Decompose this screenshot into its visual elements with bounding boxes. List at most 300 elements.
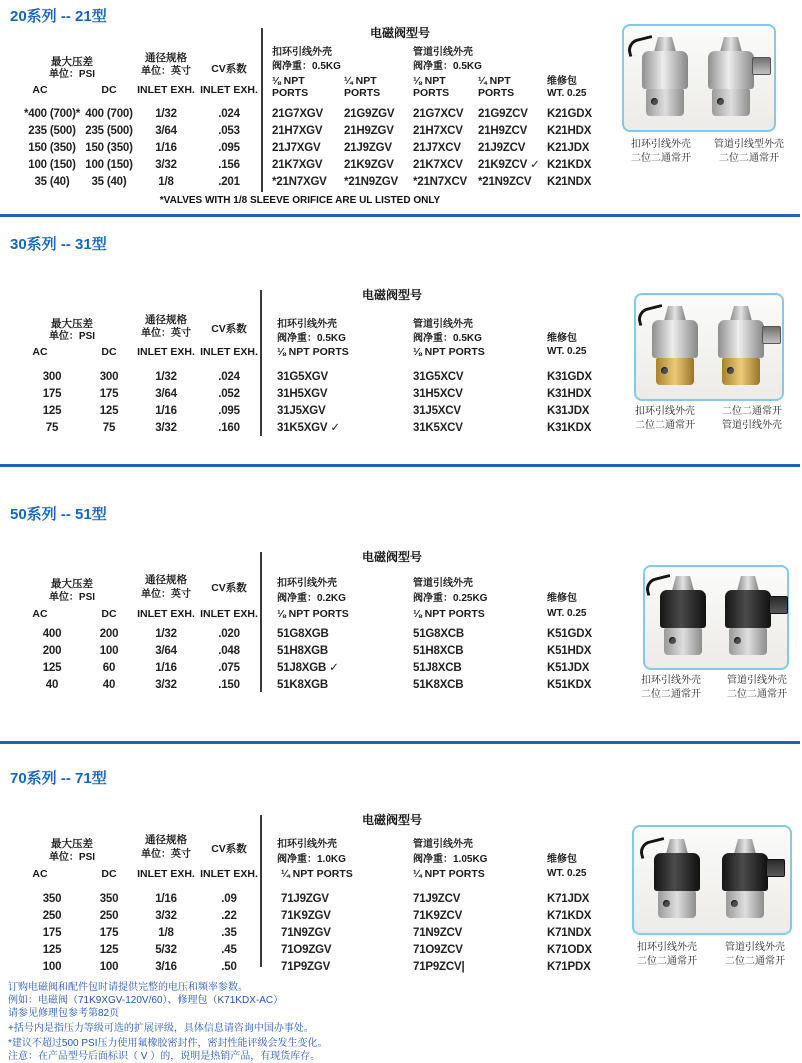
spec-cell: 100 (150) (28, 159, 76, 171)
model-cell: 31K5XGV ✓ (277, 422, 340, 434)
spec-cell: 3/16 (155, 961, 177, 973)
model-column-conduit-18 (413, 106, 477, 191)
table-divider-line (260, 815, 262, 967)
spec-cell: .45 (221, 944, 237, 956)
port-hole (651, 98, 658, 105)
port-hole (734, 637, 741, 644)
valve-nut (720, 37, 742, 52)
cv-column (203, 106, 255, 191)
spec-cell: 1/16 (155, 893, 177, 905)
valve-image-conduit-lead (714, 306, 768, 388)
spec-cell: 75 (45, 422, 59, 434)
model-cell: 71N9ZCV (413, 927, 463, 939)
spec-cell: 1/16 (155, 142, 177, 154)
header-pressure: 最大压差 (51, 578, 93, 590)
model-cell: 71K9ZCV (413, 910, 463, 922)
model-cell: 31H5XGV (277, 388, 328, 400)
header-size: 通径规格 (145, 574, 187, 586)
repair-kit-column (547, 369, 617, 437)
header-pressure: 最大压差 (51, 56, 93, 68)
model-cell: *21N9ZCV (478, 176, 532, 188)
photo-caption-left (628, 674, 714, 702)
spec-cell: 3/64 (155, 125, 177, 137)
model-cell: 71J9ZCV (413, 893, 461, 905)
section-divider-bar (0, 214, 800, 217)
valve-nut (734, 839, 756, 854)
model-cell: 31J5XGV (277, 405, 326, 417)
header-cv-sub: INLET EXH. (200, 868, 258, 880)
caption-line: 二位二通常开 (727, 689, 787, 700)
model-cell: 21G7XGV (272, 108, 324, 120)
model-cell: 51K8XCB (413, 679, 464, 691)
spec-cell: 125 (99, 405, 119, 417)
section-divider-bar (0, 464, 800, 467)
model-cell: *21N7XGV (272, 176, 327, 188)
spec-cell: 125 (42, 405, 62, 417)
valve-body (660, 590, 706, 628)
header-dc: DC (101, 84, 117, 96)
caption-line: 扣环引线外壳 (637, 942, 697, 953)
repair-kit-column (547, 891, 617, 976)
header-port-col: ⅛ NPT PORTS (413, 608, 485, 620)
dc-column (74, 369, 144, 437)
valve-body (652, 320, 698, 358)
spec-cell: 200 (99, 628, 119, 640)
footer-line: 请参见修理包参考第82页 (8, 1008, 120, 1019)
valve-nut (737, 576, 759, 591)
model-cell: 71O9ZGV (281, 944, 332, 956)
valve-image-conduit-lead (718, 839, 772, 921)
header-pressure: 最大压差 (51, 838, 93, 850)
valve-photo-70 (632, 825, 792, 935)
valve-image-snap-lead (650, 839, 704, 921)
spec-cell: 400 (42, 628, 62, 640)
caption-line: 管道引线外壳 (725, 942, 785, 953)
spec-cell: 250 (99, 910, 119, 922)
photo-caption-right (708, 941, 802, 969)
model-cell: 71J9ZGV (281, 893, 329, 905)
kit-cell: K71KDX (547, 910, 592, 922)
caption-line: 二位二通常开 (631, 153, 691, 164)
header-pressure-unit: 单位：PSI (48, 331, 96, 342)
spec-cell: .156 (218, 159, 240, 171)
header-conduit-weight: 阀净重：0.5KG (413, 333, 482, 344)
spec-cell: 1/16 (155, 405, 177, 417)
spec-cell: 5/32 (155, 944, 177, 956)
model-cell: 21K7XCV (413, 159, 463, 171)
spec-cell: 75 (102, 422, 116, 434)
valve-body (654, 853, 700, 891)
kit-cell: K21JDX (547, 142, 590, 154)
header-cv: CV系数 (211, 323, 247, 335)
spec-cell: 1/32 (155, 108, 177, 120)
spec-cell: .160 (218, 422, 240, 434)
kit-cell: K51KDX (547, 679, 592, 691)
spec-cell: .150 (218, 679, 240, 691)
cv-column (203, 891, 255, 976)
spec-cell: 300 (99, 371, 119, 383)
valve-nut (664, 306, 686, 321)
header-cv: CV系数 (211, 582, 247, 594)
spec-cell: 350 (42, 893, 62, 905)
spec-cell: .35 (221, 927, 237, 939)
kit-cell: K31KDX (547, 422, 592, 434)
kit-cell: K51HDX (547, 645, 592, 657)
header-size: 通径规格 (145, 834, 187, 846)
header-port-col: ¼ NPT PORTS (413, 868, 485, 880)
port-hole (663, 900, 670, 907)
header-size-unit: 单位：英寸 (141, 849, 191, 860)
model-cell: 71K9ZGV (281, 910, 331, 922)
spec-cell: .024 (218, 371, 240, 383)
model-cell: 21G9ZGV (344, 108, 395, 120)
valve-body (718, 320, 764, 358)
model-cell: *21N7XCV (413, 176, 468, 188)
section-title: 50系列 -- 51型 (10, 506, 107, 523)
header-conduit-weight: 阀净重：1.05KG (413, 854, 488, 865)
valve-body (725, 590, 771, 628)
conduit-connector (769, 596, 788, 614)
header-port-col: PORTS (272, 87, 309, 99)
valve-body (722, 853, 768, 891)
header-conduit-housing: 管道引线外壳 (413, 319, 473, 330)
spec-cell: .020 (218, 628, 240, 640)
spec-cell: .048 (218, 645, 240, 657)
header-ac: AC (32, 84, 48, 96)
model-cell: 21J7XCV (413, 142, 461, 154)
model-cell: 21K9ZGV (344, 159, 394, 171)
footer-line: 注意：在产品型号后面标识（ V ）的，说明是热销产品，有现货库存。 (8, 1051, 321, 1062)
model-cell: 21K9ZCV ✓ (478, 159, 540, 171)
spec-cell: 150 (350) (28, 142, 76, 154)
kit-cell: K21NDX (547, 176, 592, 188)
spec-cell: 100 (99, 961, 119, 973)
spec-cell: 35 (40) (34, 176, 70, 188)
header-port-col: ¼ NPT PORTS (281, 868, 353, 880)
valve-image-snap-lead (638, 37, 692, 119)
caption-line: 二位二通常开 (641, 689, 701, 700)
model-cell: 21K7XGV (272, 159, 323, 171)
spec-cell: .053 (218, 125, 240, 137)
conduit-connector (762, 326, 781, 344)
valve-body (642, 51, 688, 89)
header-dc: DC (101, 608, 117, 620)
header-conduit-weight: 阀净重：0.25KG (413, 593, 488, 604)
model-column-conduit (413, 369, 533, 437)
spec-cell: 1/32 (155, 371, 177, 383)
header-dc: DC (101, 868, 117, 880)
header-repair-kit: 维修包 (547, 333, 577, 344)
model-cell: 31J5XCV (413, 405, 461, 417)
spec-cell: 175 (99, 927, 119, 939)
kit-cell: K71ODX (547, 944, 592, 956)
dc-column (74, 106, 144, 191)
table-title: 电磁阀型号 (361, 288, 422, 302)
table-divider-line (260, 290, 262, 436)
model-column-conduit-14 (478, 106, 554, 191)
header-conduit-housing: 管道引线外壳 (413, 47, 473, 58)
spec-cell: *400 (700)* (24, 108, 80, 120)
kit-cell: K71NDX (547, 927, 592, 939)
footer-line: *建议不超过500 PSI压力使用氟橡胶密封件，密封性能评级会发生变化。 (8, 1038, 328, 1049)
port-hole (669, 637, 676, 644)
model-cell: 51K8XGB (277, 679, 329, 691)
size-column (138, 106, 194, 191)
valve-nut (672, 576, 694, 591)
header-port-col: ⅛ NPT PORTS (413, 346, 485, 358)
size-column (138, 891, 194, 976)
header-ac: AC (32, 608, 48, 620)
header-size-unit: 单位：英寸 (141, 66, 191, 77)
photo-caption-right (702, 138, 796, 166)
model-cell: 21J7XGV (272, 142, 321, 154)
series-20-section (0, 0, 800, 214)
model-cell: 31H5XCV (413, 388, 463, 400)
model-cell: 31G5XCV (413, 371, 464, 383)
table-divider-line (261, 28, 263, 192)
header-conduit-housing: 管道引线外壳 (413, 839, 473, 850)
header-conduit-housing: 管道引线外壳 (413, 578, 473, 589)
header-port-col: ⅛ NPT (272, 75, 305, 87)
model-cell: 51G8XCB (413, 628, 465, 640)
cv-column (203, 369, 255, 437)
spec-cell: 35 (40) (91, 176, 127, 188)
kit-cell: K31GDX (547, 371, 592, 383)
series-50-section (0, 472, 800, 741)
header-repair-kit: 维修包 (547, 76, 577, 87)
header-ac: AC (32, 346, 48, 358)
valve-nut (730, 306, 752, 321)
caption-line: 二位二通常开 (719, 153, 779, 164)
spec-cell: .095 (218, 142, 240, 154)
spec-cell: 100 (42, 961, 62, 973)
valve-photo-20 (622, 24, 776, 132)
ul-listed-footnote: *VALVES WITH 1/8 SLEEVE ORIFICE ARE UL LISTED ONLY (159, 195, 441, 206)
header-pressure-unit: 单位：PSI (48, 852, 96, 863)
header-port-col: PORTS (413, 87, 450, 99)
header-size-sub: INLET EXH. (137, 84, 195, 96)
port-hole (727, 367, 734, 374)
spec-cell: 175 (99, 388, 119, 400)
photo-caption-right (712, 674, 802, 702)
header-cv: CV系数 (211, 843, 247, 855)
header-snap-weight: 阀净重：0.5KG (277, 333, 346, 344)
header-size-sub: INLET EXH. (137, 868, 195, 880)
model-cell: 21H9ZGV (344, 125, 394, 137)
kit-cell: K31JDX (547, 405, 590, 417)
header-port-col: ⅛ NPT PORTS (277, 608, 349, 620)
header-port-col: PORTS (478, 87, 515, 99)
section-title: 20系列 -- 21型 (10, 8, 107, 25)
model-column-snap-18 (272, 106, 344, 191)
valve-body (708, 51, 754, 89)
size-column (138, 626, 194, 694)
spec-cell: 40 (102, 679, 116, 691)
model-cell: 31G5XGV (277, 371, 329, 383)
repair-kit-column (547, 106, 607, 191)
valve-nut (666, 839, 688, 854)
model-cell: 51H8XCB (413, 645, 464, 657)
spec-cell: .22 (221, 910, 237, 922)
conduit-connector (752, 57, 771, 75)
header-kit-weight: WT. 0.25 (547, 608, 587, 619)
header-pressure-unit: 单位：PSI (48, 592, 96, 603)
spec-cell: 235 (500) (85, 125, 133, 137)
header-pressure-unit: 单位：PSI (48, 69, 96, 80)
model-cell: 21H9ZCV (478, 125, 528, 137)
model-cell: 71P9ZCV| (413, 961, 465, 973)
spec-cell: .095 (218, 405, 240, 417)
model-cell: 21G9ZCV (478, 108, 528, 120)
kit-cell: K21KDX (547, 159, 592, 171)
spec-cell: 235 (500) (28, 125, 76, 137)
spec-cell: 200 (42, 645, 62, 657)
valve-photo-30 (634, 293, 784, 401)
header-repair-kit: 维修包 (547, 854, 577, 865)
header-snap-weight: 阀净重：1.0KG (277, 854, 346, 865)
valve-image-conduit-lead (704, 37, 758, 119)
dc-column (74, 891, 144, 976)
caption-line: 二位二通常开 (725, 956, 785, 967)
kit-cell: K71JDX (547, 893, 590, 905)
model-cell: 71P9ZGV (281, 961, 331, 973)
model-cell: 21H7XGV (272, 125, 323, 137)
caption-line: 扣环引线外壳 (635, 406, 695, 417)
caption-line: 扣环引线外壳 (631, 139, 691, 150)
kit-cell: K51JDX (547, 662, 590, 674)
model-cell: *21N9ZGV (344, 176, 399, 188)
photo-caption-left (618, 138, 704, 166)
model-cell: 21H7XCV (413, 125, 463, 137)
size-column (138, 369, 194, 437)
valve-image-snap-lead (656, 576, 710, 658)
header-size-sub: INLET EXH. (137, 346, 195, 358)
footer-line: 订购电磁阀和配件包时请提供完整的电压和频率参数。 (8, 982, 248, 993)
header-kit-weight: WT. 0.25 (547, 88, 587, 99)
model-column-snap (281, 891, 401, 976)
section-title: 30系列 -- 31型 (10, 236, 107, 253)
spec-cell: 3/64 (155, 388, 177, 400)
spec-cell: 3/64 (155, 645, 177, 657)
header-size: 通径规格 (145, 52, 187, 64)
photo-caption-right (706, 405, 798, 433)
header-snap-weight: 阀净重：0.5KG (272, 61, 341, 72)
series-30-section (0, 224, 800, 464)
model-cell: 31K5XCV (413, 422, 463, 434)
spec-cell: 1/8 (158, 176, 174, 188)
model-cell: 71N9ZGV (281, 927, 331, 939)
caption-line: 二位二通常开 (722, 406, 782, 417)
table-title: 电磁阀型号 (361, 550, 422, 564)
spec-cell: 3/32 (155, 910, 177, 922)
spec-cell: 175 (42, 927, 62, 939)
spec-cell: 3/32 (155, 679, 177, 691)
spec-cell: .09 (221, 893, 237, 905)
spec-cell: 3/32 (155, 422, 177, 434)
spec-cell: 1/8 (158, 927, 174, 939)
model-column-snap (277, 369, 397, 437)
spec-cell: 250 (42, 910, 62, 922)
dc-column (74, 626, 144, 694)
header-size-unit: 单位：英寸 (141, 328, 191, 339)
repair-kit-column (547, 626, 617, 694)
kit-cell: K21HDX (547, 125, 592, 137)
port-hole (717, 98, 724, 105)
photo-caption-left (622, 405, 708, 433)
spec-cell: 1/32 (155, 628, 177, 640)
header-size-unit: 单位：英寸 (141, 589, 191, 600)
header-snap-housing: 扣环引线外壳 (277, 839, 337, 850)
section-title: 70系列 -- 71型 (10, 770, 107, 787)
spec-cell: 125 (42, 662, 62, 674)
kit-cell: K51GDX (547, 628, 592, 640)
kit-cell: K31HDX (547, 388, 592, 400)
header-kit-weight: WT. 0.25 (547, 868, 587, 879)
model-column-conduit (413, 891, 533, 976)
spec-cell: 100 (99, 645, 119, 657)
model-cell: 51J8XCB (413, 662, 462, 674)
spec-cell: 125 (42, 944, 62, 956)
header-cv-sub: INLET EXH. (200, 84, 258, 96)
spec-cell: 400 (700) (85, 108, 133, 120)
table-title: 电磁阀型号 (361, 813, 422, 827)
header-cv: CV系数 (211, 63, 247, 75)
header-cv-sub: INLET EXH. (200, 608, 258, 620)
model-cell: 21J9ZGV (344, 142, 392, 154)
spec-cell: .052 (218, 388, 240, 400)
header-port-col: ¼ NPT (478, 75, 511, 87)
kit-cell: K71PDX (547, 961, 591, 973)
spec-cell: 40 (45, 679, 59, 691)
model-cell: 51H8XGB (277, 645, 329, 657)
port-hole (731, 900, 738, 907)
caption-line: 管道引线型外壳 (714, 139, 784, 150)
header-size: 通径规格 (145, 314, 187, 326)
spec-cell: 175 (42, 388, 62, 400)
valve-nut (654, 37, 676, 52)
header-snap-housing: 扣环引线外壳 (277, 578, 337, 589)
table-divider-line (260, 552, 262, 692)
header-snap-weight: 阀净重：0.2KG (277, 593, 346, 604)
spec-cell: 350 (99, 893, 119, 905)
header-snap-housing: 扣环引线外壳 (272, 47, 332, 58)
header-port-col: ⅛ NPT (413, 75, 446, 87)
spec-cell: .075 (218, 662, 240, 674)
model-cell: 21J9ZCV (478, 142, 526, 154)
header-snap-housing: 扣环引线外壳 (277, 319, 337, 330)
spec-cell: 150 (350) (85, 142, 133, 154)
model-column-snap (277, 626, 397, 694)
photo-caption-left (624, 941, 710, 969)
port-hole (661, 367, 668, 374)
valve-image-snap-lead (648, 306, 702, 388)
caption-line: 扣环引线外壳 (641, 675, 701, 686)
valve-photo-50 (643, 565, 789, 670)
spec-cell: 100 (150) (85, 159, 133, 171)
caption-line: 管道引线外壳 (727, 675, 787, 686)
header-dc: DC (101, 346, 117, 358)
model-cell: 51G8XGB (277, 628, 329, 640)
footer-line: +括号内是指压力等级可选的扩展评级，具体信息请咨询中国办事处。 (8, 1023, 314, 1034)
spec-cell: .50 (221, 961, 237, 973)
cv-column (203, 626, 255, 694)
series-70-section (0, 751, 800, 981)
spec-cell: 60 (102, 662, 116, 674)
model-cell: 71O9ZCV (413, 944, 463, 956)
caption-line: 管道引线外壳 (722, 420, 782, 431)
spec-cell: 1/16 (155, 662, 177, 674)
header-ac: AC (32, 868, 48, 880)
